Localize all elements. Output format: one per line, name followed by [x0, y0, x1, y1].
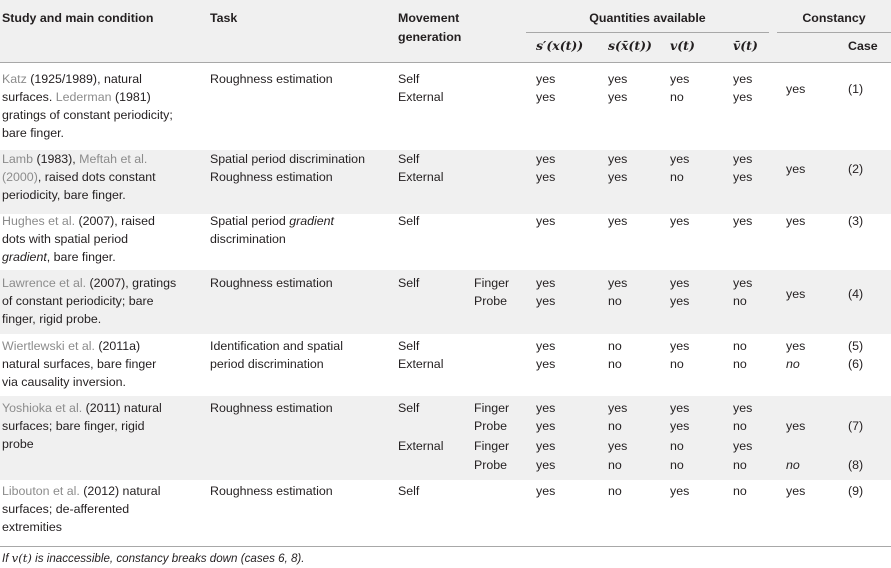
movement-text: External — [398, 90, 444, 104]
study-text: probe — [2, 437, 34, 451]
study-text: (2011) natural — [82, 401, 162, 415]
q4-value: yes — [733, 214, 753, 228]
q3-value: no — [670, 439, 684, 453]
study-text-italic: gradient — [2, 250, 47, 264]
task-text: Roughness estimation — [210, 401, 333, 415]
header-study: Study and main condition — [2, 11, 154, 25]
movement-text: External — [398, 357, 444, 371]
citation[interactable]: Meftah et al. — [79, 152, 148, 166]
effector-text: Probe — [474, 294, 508, 308]
q3-value: no — [670, 170, 684, 184]
q4-value: yes — [733, 152, 753, 166]
q2-value: yes — [608, 276, 628, 290]
q1-value: yes — [536, 294, 556, 308]
header-movement-2: generation — [398, 30, 462, 44]
q3-value: yes — [670, 152, 690, 166]
study-text: (2007), gratings — [86, 276, 177, 290]
task-text: Identification and spatial — [210, 339, 343, 353]
q4-value: no — [733, 357, 747, 371]
header-movement-1: Movement — [398, 11, 460, 25]
q2-value: no — [608, 294, 622, 308]
q1-value: yes — [536, 90, 556, 104]
task-text: Roughness estimation — [210, 170, 333, 184]
q4-value: yes — [733, 90, 753, 104]
q4-value: no — [733, 339, 747, 353]
q3-value: yes — [670, 339, 690, 353]
case-value: (4) — [848, 287, 864, 301]
q2-value: yes — [608, 152, 628, 166]
case-value: (2) — [848, 162, 864, 176]
citation[interactable]: Yoshioka et al. — [2, 401, 83, 415]
movement-text: Self — [398, 152, 420, 166]
study-text: via causality inversion. — [2, 375, 126, 389]
study-text: , bare finger. — [46, 250, 116, 264]
study-text: (2007), raised — [75, 214, 155, 228]
constancy-value: yes — [786, 339, 806, 353]
header-q2: s(x̄(t)) — [608, 38, 652, 53]
q4-value: yes — [733, 401, 753, 415]
study-text: (2012) natural — [79, 484, 161, 498]
citation[interactable]: Wiertlewski et al. — [2, 339, 95, 353]
q4-value: no — [733, 419, 747, 433]
header-case: Case — [848, 39, 878, 53]
task-text: period discrimination — [210, 357, 324, 371]
q3-value: yes — [670, 484, 690, 498]
case-value: (8) — [848, 458, 864, 472]
constancy-value: yes — [786, 82, 806, 96]
header-rule — [0, 62, 891, 63]
constancy-value: yes — [786, 484, 806, 498]
q1-value: yes — [536, 484, 556, 498]
effector-text: Probe — [474, 419, 508, 433]
citation[interactable]: Libouton et al. — [2, 484, 80, 498]
constancy-value: no — [786, 357, 800, 371]
q3-value: yes — [670, 214, 690, 228]
task-text: discrimination — [210, 232, 286, 246]
quantities-rule — [526, 32, 769, 33]
movement-text: Self — [398, 214, 420, 228]
case-value: (7) — [848, 419, 864, 433]
q4-value: yes — [733, 170, 753, 184]
constancy-rule — [777, 32, 891, 33]
q2-value: no — [608, 339, 622, 353]
q3-value: no — [670, 458, 684, 472]
q2-value: no — [608, 458, 622, 472]
header-q4: v̄(t) — [733, 38, 758, 53]
effector-text: Finger — [474, 439, 510, 453]
q1-value: yes — [536, 72, 556, 86]
citation[interactable]: Lamb — [2, 152, 33, 166]
q3-value: yes — [670, 419, 690, 433]
q4-value: yes — [733, 439, 753, 453]
case-value: (1) — [848, 82, 864, 96]
q2-value: yes — [608, 401, 628, 415]
study-text: (1925/1989), natural — [26, 72, 142, 86]
citation[interactable]: Lederman — [55, 90, 112, 104]
q2-value: yes — [608, 439, 628, 453]
q2-value: no — [608, 419, 622, 433]
study-text: (1981) — [111, 90, 151, 104]
bottom-rule — [0, 546, 891, 547]
q3-value: no — [670, 90, 684, 104]
movement-text: Self — [398, 401, 420, 415]
task-text: Roughness estimation — [210, 484, 333, 498]
study-text: surfaces. — [2, 90, 56, 104]
header-q3: v(t) — [670, 38, 695, 53]
case-value: (3) — [848, 214, 864, 228]
header-constancy: Constancy — [802, 11, 866, 25]
q4-value: no — [733, 484, 747, 498]
q3-value: yes — [670, 72, 690, 86]
task-text-italic: gradient — [289, 214, 334, 228]
q1-value: yes — [536, 357, 556, 371]
movement-text: Self — [398, 276, 420, 290]
footnote-quantity: v(t) — [11, 551, 32, 565]
q1-value: yes — [536, 339, 556, 353]
q1-value: yes — [536, 214, 556, 228]
case-value: (5) — [848, 339, 864, 353]
effector-text: Probe — [474, 458, 508, 472]
study-text: natural surfaces, bare finger — [2, 357, 157, 371]
movement-text: External — [398, 170, 444, 184]
study-text: dots with spatial period — [2, 232, 129, 246]
citation[interactable]: Hughes et al. — [2, 214, 76, 228]
study-text: periodicity, bare finger. — [2, 188, 126, 202]
constancy-value: yes — [786, 419, 806, 433]
q4-value: yes — [733, 276, 753, 290]
study-text: of constant periodicity; bare — [2, 294, 154, 308]
movement-text: Self — [398, 72, 420, 86]
constancy-value: yes — [786, 214, 806, 228]
case-value: (9) — [848, 484, 864, 498]
header-q1: s′(x(t)) — [536, 38, 584, 53]
q1-value: yes — [536, 152, 556, 166]
task-text: Roughness estimation — [210, 72, 333, 86]
q4-value: no — [733, 458, 747, 472]
task-text: Spatial period discrimination — [210, 152, 365, 166]
movement-text: External — [398, 439, 444, 453]
study-text: extremities — [2, 520, 62, 534]
q4-value: yes — [733, 72, 753, 86]
movement-text: Self — [398, 484, 420, 498]
q1-value: yes — [536, 458, 556, 472]
header-quantities: Quantities available — [589, 11, 706, 25]
q1-value: yes — [536, 170, 556, 184]
q2-value: yes — [608, 90, 628, 104]
q1-value: yes — [536, 419, 556, 433]
constancy-value: yes — [786, 287, 806, 301]
constancy-value: no — [786, 458, 800, 472]
q2-value: no — [608, 484, 622, 498]
effector-text: Finger — [474, 401, 510, 415]
citation[interactable]: (2000) — [2, 170, 38, 184]
q1-value: yes — [536, 401, 556, 415]
citation[interactable]: Katz — [2, 72, 27, 86]
case-value: (6) — [848, 357, 864, 371]
footnote-text: is inaccessible, constancy breaks down (cases 6, 8). — [31, 552, 305, 565]
constancy-value: yes — [786, 162, 806, 176]
header-task: Task — [210, 11, 238, 25]
study-text: , raised dots constant — [37, 170, 156, 184]
study-text: surfaces; bare finger, rigid — [2, 419, 145, 433]
q3-value: yes — [670, 401, 690, 415]
citation[interactable]: Lawrence et al. — [2, 276, 87, 290]
study-text: finger, rigid probe. — [2, 312, 102, 326]
q1-value: yes — [536, 276, 556, 290]
footnote-text: If — [2, 552, 12, 565]
effector-text: Finger — [474, 276, 510, 290]
q1-value: yes — [536, 439, 556, 453]
study-text: (2011a) — [94, 339, 141, 353]
study-text: surfaces; de-afferented — [2, 502, 130, 516]
study-text: gratings of constant periodicity; — [2, 108, 173, 122]
q2-value: yes — [608, 72, 628, 86]
q2-value: no — [608, 357, 622, 371]
study-text: (1983), — [33, 152, 80, 166]
study-text: bare finger. — [2, 126, 64, 140]
movement-text: Self — [398, 339, 420, 353]
task-text: Spatial period — [210, 214, 290, 228]
q3-value: no — [670, 357, 684, 371]
task-text: Roughness estimation — [210, 276, 333, 290]
q4-value: no — [733, 294, 747, 308]
table-footnote — [2, 549, 305, 568]
q3-value: yes — [670, 276, 690, 290]
q2-value: yes — [608, 170, 628, 184]
q2-value: yes — [608, 214, 628, 228]
q3-value: yes — [670, 294, 690, 308]
